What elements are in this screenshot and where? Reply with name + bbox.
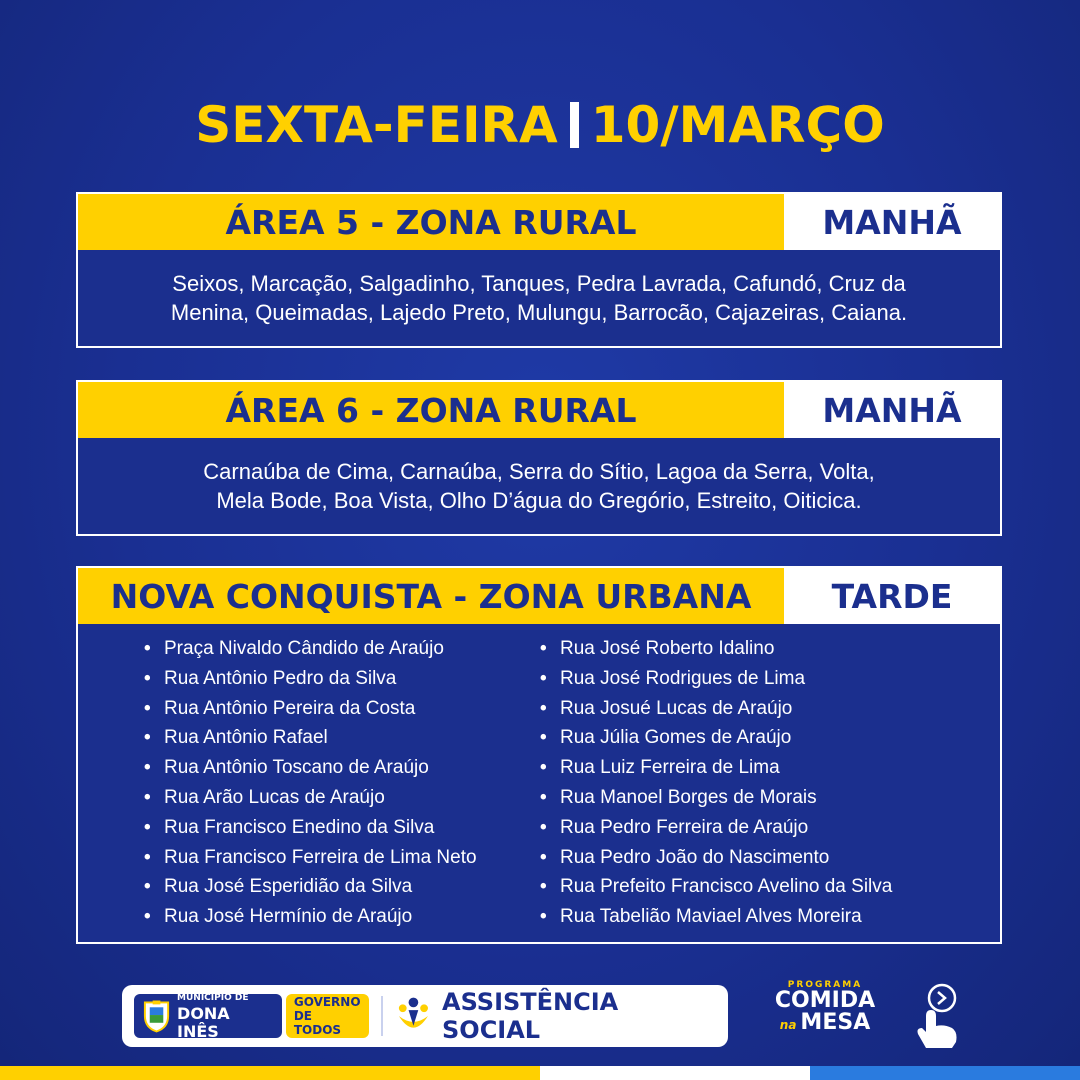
list-item: • Rua Manoel Borges de Morais <box>540 783 892 813</box>
hand-pointer-icon <box>912 982 964 1048</box>
area-6-card <box>76 380 1002 536</box>
bottom-stripe-white <box>540 1066 810 1080</box>
area-6-period: MANHÃ <box>784 382 1000 438</box>
area-5-period: MANHÃ <box>784 194 1000 250</box>
list-item: • Rua Prefeito Francisco Avelino da Silva <box>540 872 892 902</box>
list-item: • Rua José Hermínio de Araújo <box>144 902 477 932</box>
title-separator <box>570 102 579 148</box>
list-item: • Rua José Roberto Idalino <box>540 634 892 664</box>
list-item: • Rua Júlia Gomes de Araújo <box>540 723 892 753</box>
list-item: • Rua Luiz Ferreira de Lima <box>540 753 892 783</box>
list-item: • Rua José Rodrigues de Lima <box>540 664 892 694</box>
footer-logo-bar <box>122 985 728 1047</box>
area-6-header <box>78 382 1000 438</box>
municipality-text <box>177 992 274 1041</box>
street-list-left <box>144 634 477 932</box>
government-line-2: DE TODOS <box>293 1009 342 1037</box>
list-item: • Rua Antônio Rafael <box>144 723 477 753</box>
municipality-label: MUNICÍPIO DE <box>177 992 249 1003</box>
municipality-name: DONA INÊS <box>177 1003 230 1041</box>
street-list-right <box>540 634 892 932</box>
area-6-line-1: Carnaúba de Cima, Carnaúba, Serra do Sítio, Lagoa da Serra, Volta, <box>203 459 875 484</box>
list-item: • Rua Josué Lucas de Araújo <box>540 694 892 724</box>
list-item: • Rua Pedro Ferreira de Araújo <box>540 813 892 843</box>
nova-conquista-card <box>76 566 1002 944</box>
nova-conquista-period: TARDE <box>784 568 1000 624</box>
list-item: • Rua Francisco Ferreira de Lima Neto <box>144 843 477 873</box>
area-5-line-2: Menina, Queimadas, Lajedo Preto, Mulungu, Barrocão, Cajazeiras, Caiana. <box>170 300 908 325</box>
title-date: 10/MARÇO <box>590 96 885 154</box>
page-title <box>0 96 1080 154</box>
program-logo <box>766 980 884 1050</box>
social-assistance-label: ASSISTÊNCIA SOCIAL <box>442 988 619 1044</box>
list-item: • Rua Francisco Enedino da Silva <box>144 813 477 843</box>
family-icon <box>395 996 432 1036</box>
government-badge <box>286 994 369 1038</box>
bottom-stripe-yellow <box>0 1066 540 1080</box>
bottom-stripe-blue <box>810 1066 1080 1080</box>
footer-divider <box>381 996 383 1036</box>
nova-conquista-streets <box>78 624 1000 942</box>
list-item: • Rua Antônio Pedro da Silva <box>144 664 477 694</box>
program-name-1: COMIDA <box>774 988 876 1013</box>
list-item: • Rua José Esperidião da Silva <box>144 872 477 902</box>
area-5-header <box>78 194 1000 250</box>
program-label: PROGRAMA <box>787 980 863 990</box>
municipality-logo <box>134 992 282 1041</box>
list-item: • Rua Pedro João do Nascimento <box>540 843 892 873</box>
area-5-title: ÁREA 5 - ZONA RURAL <box>78 194 784 250</box>
nova-conquista-title: NOVA CONQUISTA - ZONA URBANA <box>78 568 784 624</box>
area-5-card <box>76 192 1002 348</box>
government-line-1: GOVERNO <box>293 995 361 1009</box>
program-connector: na <box>779 1018 797 1032</box>
list-item: • Rua Antônio Pereira da Costa <box>144 694 477 724</box>
area-5-line-1: Seixos, Marcação, Salgadinho, Tanques, Pedra Lavrada, Cafundó, Cruz da <box>172 271 906 296</box>
nova-conquista-header <box>78 568 1000 624</box>
list-item: • Rua Antônio Toscano de Araújo <box>144 753 477 783</box>
list-item: • Rua Arão Lucas de Araújo <box>144 783 477 813</box>
area-5-locations <box>78 250 1000 346</box>
program-name-2: MESA <box>800 1010 871 1035</box>
area-6-line-2: Mela Bode, Boa Vista, Olho D’água do Gregório, Estreito, Oiticica. <box>216 488 862 513</box>
list-item: • Praça Nivaldo Cândido de Araújo <box>144 634 477 664</box>
crest-icon <box>142 998 171 1034</box>
area-6-locations <box>78 438 1000 534</box>
area-6-title: ÁREA 6 - ZONA RURAL <box>78 382 784 438</box>
title-day: SEXTA-FEIRA <box>195 96 558 154</box>
list-item: • Rua Tabelião Maviael Alves Moreira <box>540 902 892 932</box>
